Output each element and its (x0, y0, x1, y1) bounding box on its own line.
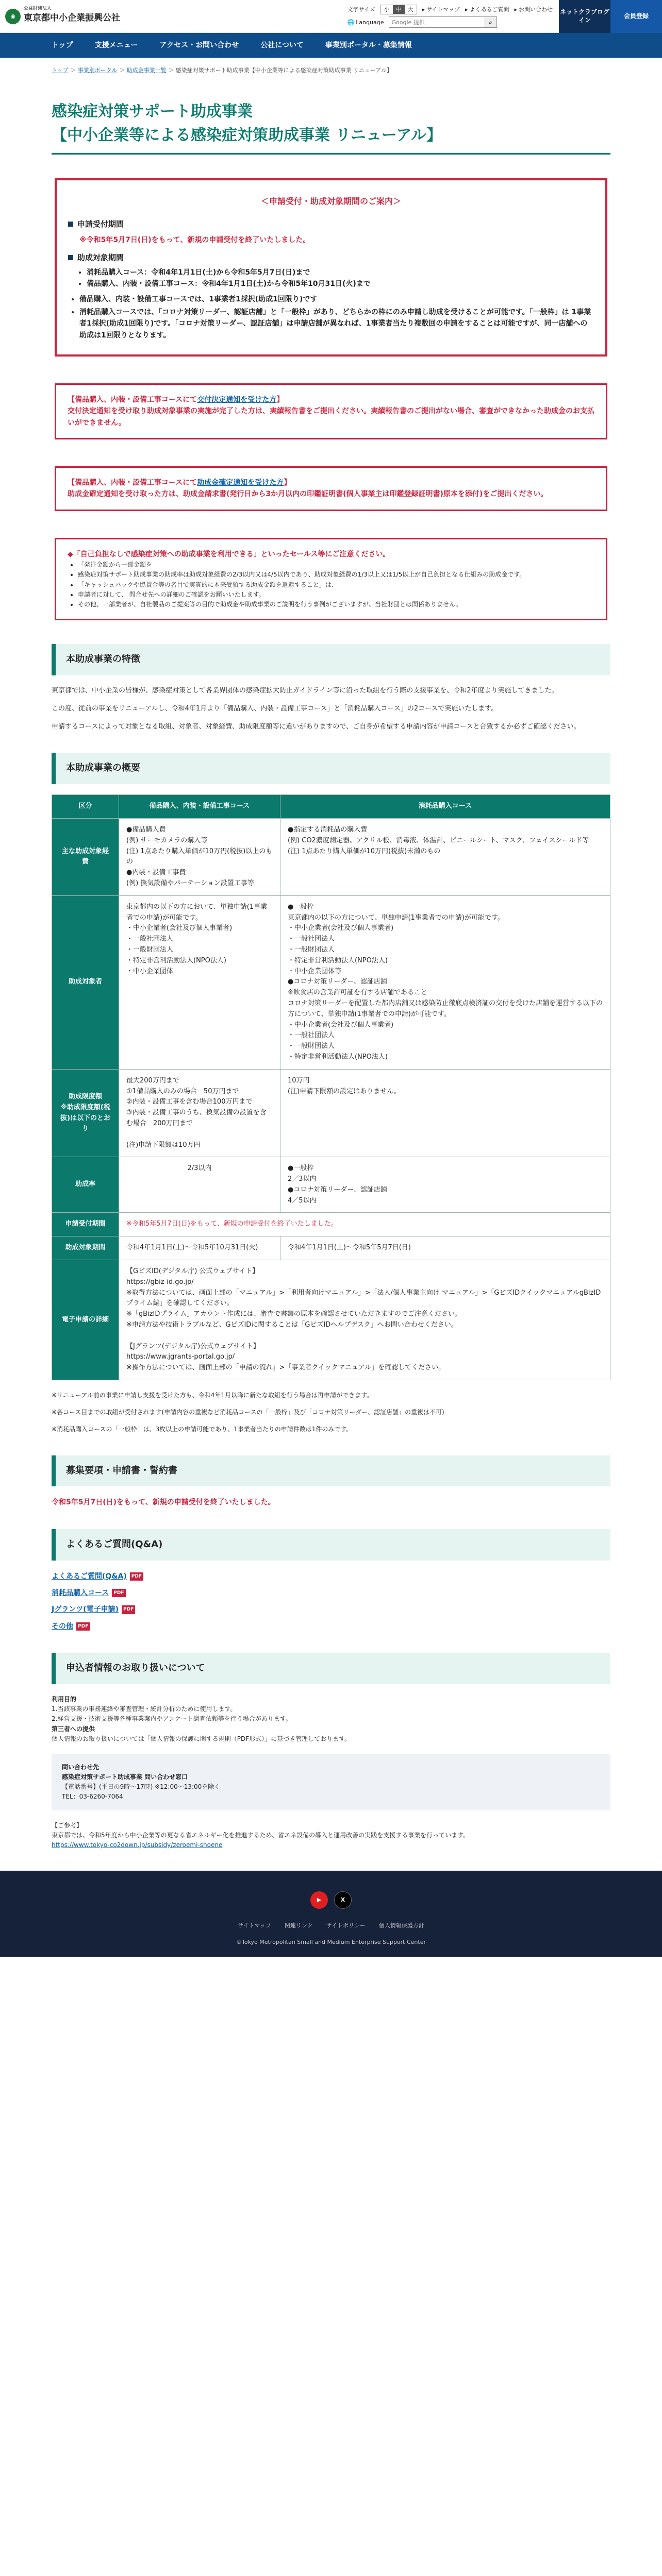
nav-top[interactable]: トップ (52, 41, 73, 49)
search-input[interactable] (389, 17, 484, 27)
alert-report-box: 【備品購入、内装・設備工事コースにて交付決定通知を受けた方】 交付決定通知を受け取り助成対象事業の実施が完了した方は、実績報告書をご提出ください。実績報告書のご提出がない場合、審査ができなかった助成金のお支払いができません。 (52, 380, 610, 443)
sitemap-link[interactable]: ▸ サイトマップ (422, 6, 460, 13)
row-label: 助成対象者 (52, 895, 119, 1069)
alert-claim-body: 助成金確定通知を受け取った方は、助成金請求書(発行日から3か月以内の印鑑証明書(個人事業主は印鑑登録証明書)原本を添付)をご提出ください。 (68, 490, 548, 499)
breadcrumb: トップ ＞ 事業別ポータル ＞ 助成金事業一覧 ＞ 感染症対策サポート助成事業【中小企業等による感染症対策助成事業 リニューアル】 (52, 67, 392, 74)
text-size-label: 文字サイズ (347, 6, 375, 13)
section-overview: 本助成事業の概要 (52, 753, 610, 784)
row-cell-course1: ※令和5年5月7日(日)をもって、新規の申請受付を終了いたしました。 (119, 1213, 610, 1236)
inquiry-tel: TEL：03-6260-7064 (62, 1793, 123, 1801)
privacy-text: 利用目的 1.当該事業の事務連絡や審査管理・統計分析のために使用します。 2.経営支援・技術支援等各種事業案内やアンケート調査依頼等を行う場合があります。 第三者への提供 個人情報のお取り扱いについては「個人情報の保護に関する規則（PDF形式）」に基づき管理しております。 (52, 1695, 351, 1742)
faq-link[interactable]: ▸ よくあるご質問 (465, 6, 509, 13)
member-register-button[interactable]: 会員登録 (610, 0, 662, 33)
notice-bullet: • 消耗品購入コースでは、「コロナ対策リーダー、認証店舗」と「一般枠」があり、どちらかの枠にのみ申請し助成を受けることが可能です。「一般枠」は 1事業者1採択(助成1回限り)です。「コロナ対策リーダー、認証店舗」は申請店舗が異なれば、1事業者当たり複数回の申請をすることは可能ですが、同一店舗への助成は1回限りとなります。 (79, 307, 594, 341)
copyright: ©Tokyo Metropolitan Small and Medium Enterprise Support Center (236, 1938, 426, 1945)
netclub-login-button[interactable]: ネットクラブログイン (559, 0, 610, 33)
feature-text: 申請するコースによって対象となる取組、対象者、対象経費、助成限度額等に違いがありますので、ご自身が希望する申請内容が申請コースと合致するか必ずご確認ください。 (52, 722, 581, 731)
row-cell-course2: ●指定する消耗品の購入費 (例) CO2濃度測定器、アクリル板、消毒液、体温計、ビニールシート、マスク、フェイスシールド等 (注) 1点あたり購入単価が10万円(税抜)未満のもの (280, 818, 610, 895)
table-head: 消耗品購入コース (280, 795, 610, 819)
target-item: • 備品購入、内装・設備工事コース：令和4年1月1日(土)から令和5年10月31日(火)まで (87, 278, 594, 290)
alert-sales-item: • 感染症対策サポート助成事業の助成率は助成対象経費の2/3以内又は4/5以内であり、助成対象経費の1/3以上又は1/5以上が自己負担となる仕組みの助成金です。 (78, 570, 594, 580)
footer-link[interactable]: 関連リンク (284, 1922, 313, 1929)
footer-link[interactable]: 個人情報保護方針 (378, 1922, 424, 1929)
reference-link[interactable]: https://www.tokyo-co2down.jp/subsidy/zeroemi-shoene (52, 1841, 223, 1849)
alert-sales-box (52, 535, 610, 623)
inquiry-box (52, 1754, 610, 1810)
text-size-large[interactable]: 大 (407, 6, 413, 13)
breadcrumb-top[interactable]: トップ (52, 67, 69, 74)
pdf-icon: PDF (130, 1572, 143, 1581)
faq-item[interactable]: よくあるご質問(Q&A) PDF (52, 1571, 610, 1582)
breadcrumb-portal[interactable]: 事業別ポータル (77, 67, 118, 74)
text-size-switch (380, 5, 417, 15)
language-link[interactable]: 🌐 Language (347, 19, 384, 26)
notice-box (52, 175, 610, 360)
youtube-icon[interactable]: ▶ (310, 1891, 328, 1909)
overview-table (52, 794, 610, 1380)
row-cell-course1: 最大200万円まで ①1備品購入のみの場合 50万円まで ②内装・設備工事を含む場合100万円まで ③内装・設備工事のうち、換気設備の設置を含む場合 200万円まで (注)申請下限額は10万円 (119, 1069, 280, 1157)
alert-sales-item: • その他、一部業者が、自社製品のご提案等の目的で助成金や助成事業のご説明を行う事例がございますが、当社財団とは関係ありません。 (78, 600, 594, 609)
text-size-small[interactable]: 小 (384, 6, 390, 13)
section-faq: よくあるご質問(Q&A) (52, 1529, 610, 1561)
notice-title: ＜申請受付・助成対象期間のご案内＞ (260, 196, 401, 206)
alert-claim-link[interactable]: 助成金確定通知を受けた方 (197, 479, 284, 487)
notice-bullet: • 備品購入、内装・設備工事コースでは、1事業者1採択(助成1回限り)です (79, 294, 594, 305)
row-cell-course1: 【GビズID(デジタル庁) 公式ウェブサイト】 https://gbiz-id.go.jp/ ※取得方法については、画面上部の「マニュアル」>「利用者向けマニュアル」>「法人/個人事業主向け マニュアル」>「GビズIDクイックマニュアルgBizIDプライム編」を確認してください。 ※「gBizIDプライム」アカウント作成には、審査で書類の原本を確認させていただきますのでご注意ください。 ※申請方法や技術トラブルなど、GビズIDに関することは「GビズIDヘルプデスク」へお問い合わせください。 【Jグランツ(デジタル庁)公式ウェブサイト】 https://www.jgrants-portal.go.jp/ ※操作方法については、画面上部の「申請の流れ」>「事業者クイックマニュアル」を確認してください。 (119, 1260, 610, 1380)
table-head: 区分 (52, 795, 119, 819)
faq-item[interactable]: その他 PDF (52, 1621, 610, 1632)
target-list (87, 267, 594, 290)
alert-sales-item: • 「キャッシュバックや協賛金等の名目で実質的に本来受領する助成金額を返還すること」は、 (78, 580, 594, 590)
row-cell-course2: 令和4年1月1日(土)〜令和5年5月7日(日) (280, 1236, 610, 1260)
reference-box (52, 1821, 610, 1851)
faq-item[interactable]: 消耗品購入コース PDF (52, 1587, 610, 1599)
period-heading: 申請受付期間 (68, 218, 594, 230)
table-head: 備品購入、内装・設備工事コース (119, 795, 280, 819)
inquiry-head: 問い合わせ先 (62, 1763, 100, 1771)
row-cell-course1: 東京都内の以下の方において、単独申請(1事業者での申請)が可能です。 ・中小企業者(会社及び個人事業者) ・一般社団法人 ・一般財団法人 ・特定非営利活動法人(NPO法人) ・中小企業団体 (119, 895, 280, 1069)
alert-sales-item: • 「発注金額から一部金額を (78, 560, 594, 570)
row-cell-course2: ●一般枠 東京都内の以下の方について、単独申請(1事業者での申請)が可能です。 ・中小企業者(会社及び個人事業者) ・一般社団法人 ・一般財団法人 ・特定非営利活動法人(NPO法人) ・中小企業団体等 ●コロナ対策リーダー、認証店舗 ※飲食店の営業許可証を有する店舗であること コロナ対策リーダーを配置した都内店舗又は感染防止徹底点検済証の交付を受けた店舗を運営する以下の方について、単独申請(1事業者での申請)が可能です。 ・中小企業者(会社及び個人事業者) ・一般社団法人 ・一般財団法人 ・特定非営利活動法人(NPO法人) (280, 895, 610, 1069)
table-row (52, 1069, 610, 1157)
period-text: ※令和5年5月7日(日)をもって、新規の申請受付を終了いたしました。 (79, 236, 310, 245)
contact-link[interactable]: ▸ お問い合わせ (514, 6, 553, 13)
reference-head: 【ご参考】 (52, 1821, 83, 1829)
row-cell-course2: ●一般枠 2／3以内 ●コロナ対策リーダー、認証店舗 4／5以内 (280, 1157, 610, 1213)
row-label: 助成限度額 ※助成限度額(税抜)は以下のとおり (52, 1069, 119, 1157)
inquiry-hours: 【電話番号】(平日の9時～17時) ※12:00～13:00を除く (62, 1783, 221, 1791)
footer-link[interactable]: サイトポリシー (326, 1922, 366, 1929)
search-icon[interactable]: ⌕ (484, 17, 496, 27)
table-note: ※リニューアル前の事業に申請し支援を受けた方も、令和4年1月以降に新たな取組を行う場合は再申請ができます。 (52, 1392, 373, 1399)
table-row (52, 1260, 610, 1380)
site-search (389, 16, 497, 28)
logo-mark-icon: ◉ (5, 9, 21, 24)
pdf-icon: PDF (112, 1589, 125, 1597)
section-privacy: 申込者情報のお取り扱いについて (52, 1653, 610, 1684)
docs-notice: 令和5年5月7日(日)をもって、新規の申請受付を終了いたしました。 (52, 1498, 275, 1507)
faq-item[interactable]: Jグランツ(電子申請) PDF (52, 1604, 610, 1615)
target-heading: 助成対象期間 (68, 251, 594, 264)
org-name: 東京都中小企業振興公社 (24, 13, 120, 24)
inquiry-name: 感染症対策サポート助成事業 問い合わせ窓口 (62, 1773, 188, 1781)
table-row (52, 1236, 610, 1260)
row-label: 申請受付期間 (52, 1213, 119, 1236)
feature-text: この度、従前の事業をリニューアルし、令和4年1月より「備品購入、内装・設備工事コース」と「消耗品購入コース」の2コースで実施いたします。 (52, 704, 498, 713)
nav-access[interactable]: アクセス・お問い合わせ (159, 41, 239, 49)
pdf-icon: PDF (76, 1622, 90, 1631)
alert-report-body: 交付決定通知を受け取り助成対象事業の実施が完了した方は、実績報告書をご提出ください。実績報告書のご提出がない場合、審査ができなかった助成金のお支払いができません。 (68, 407, 594, 427)
table-note: ※消耗品購入コースの「一般枠」は、3枚以上の申請可能であり、1事業者当たりの申請件数は1件のみです。 (52, 1426, 353, 1433)
footer-link[interactable]: サイトマップ (238, 1922, 271, 1929)
site-logo[interactable] (5, 7, 120, 25)
row-label: 主な助成対象経費 (52, 818, 119, 895)
row-cell-course1: 令和4年1月1日(土)〜令和5年10月31日(火) (119, 1236, 280, 1260)
row-label: 助成率 (52, 1157, 119, 1213)
site-footer (0, 1871, 662, 1957)
row-cell-course1: ●備品購入費 (例) サーモカメラの購入等 (注) 1点あたり購入単価が10万円(税抜)以上のもの ●内装・設備工事費 (例) 換気設備やパーテーション設置工事等 (119, 818, 280, 895)
alert-claim-box: 【備品購入、内装・設備工事コースにて助成金確定通知を受けた方】 助成金確定通知を受け取った方は、助成金請求書(発行日から3か月以内の印鑑証明書(個人事業主は印鑑登録証明書)原本を添付)をご提出ください。 (52, 463, 610, 514)
org-small: 公益財団法人 (24, 6, 52, 12)
title-rule (52, 153, 610, 155)
nav-support-menu[interactable]: 支援メニュー (94, 41, 138, 49)
table-row (52, 1157, 610, 1213)
target-item: • 消耗品購入コース：令和4年1月1日(土)から令和5年5月7日(日)まで (87, 267, 594, 278)
text-size-medium[interactable]: 中 (393, 5, 405, 14)
breadcrumb-grants[interactable]: 助成金事業一覧 (126, 67, 167, 74)
row-label: 電子申請の詳細 (52, 1260, 119, 1380)
alert-sales-head: ◆「自己負担なしで感染症対策への助成事業を利用できる」といったセールス等にご注意ください。 (68, 550, 390, 558)
table-row (52, 818, 610, 895)
breadcrumb-current: 感染症対策サポート助成事業【中小企業等による感染症対策助成事業 リニューアル】 (175, 67, 392, 74)
notice-bullets (79, 294, 594, 341)
row-label: 助成対象期間 (52, 1236, 119, 1260)
row-cell-course2: 10万円 (注)申請下限額の設定はありません。 (280, 1069, 610, 1157)
global-nav (0, 33, 662, 58)
row-cell-course1: 2/3以内 (119, 1157, 280, 1213)
table-note: ※各コース目までの取組が受付されます(申請内容の重複など消耗品コースの「一般枠」及び「コロナ対策リーダー、認証店舗」の重複は不可) (52, 1409, 444, 1416)
nav-about[interactable]: 公社について (260, 41, 304, 49)
feature-text: 東京都では、中小企業の皆様が、感染症対策として各業界団体の感染症拡大防止ガイドライン等に沿った取組を行う際の支援事業を、令和2年度より実施してきました。 (52, 687, 558, 694)
site-header (0, 0, 662, 33)
nav-portal[interactable]: 事業別ポータル・募集情報 (325, 41, 412, 49)
table-row (52, 895, 610, 1069)
table-row (52, 1213, 610, 1236)
section-feature: 本助成事業の特徴 (52, 644, 610, 675)
header-tools (347, 0, 559, 33)
pdf-icon: PDF (122, 1605, 135, 1614)
page-title: 感染症対策サポート助成事業 【中小企業等による感染症対策助成事業 リニューアル】 (52, 102, 442, 145)
alert-sales-item: • 申請者に対して、 問合せ先への詳細のご確認をお願いいたします。 (78, 590, 594, 600)
section-docs: 募集要項・申請書・誓約書 (52, 1455, 610, 1487)
alert-report-link[interactable]: 交付決定通知を受けた方 (197, 395, 277, 404)
faq-list (52, 1571, 610, 1633)
reference-text: 東京都では、令和5年度から中小企業等の更なる省エネルギー化を推進するため、省エネ設備の導入と運用改善の実践を支援する事業を行っています。 (52, 1831, 470, 1839)
x-icon[interactable]: X (334, 1891, 352, 1909)
